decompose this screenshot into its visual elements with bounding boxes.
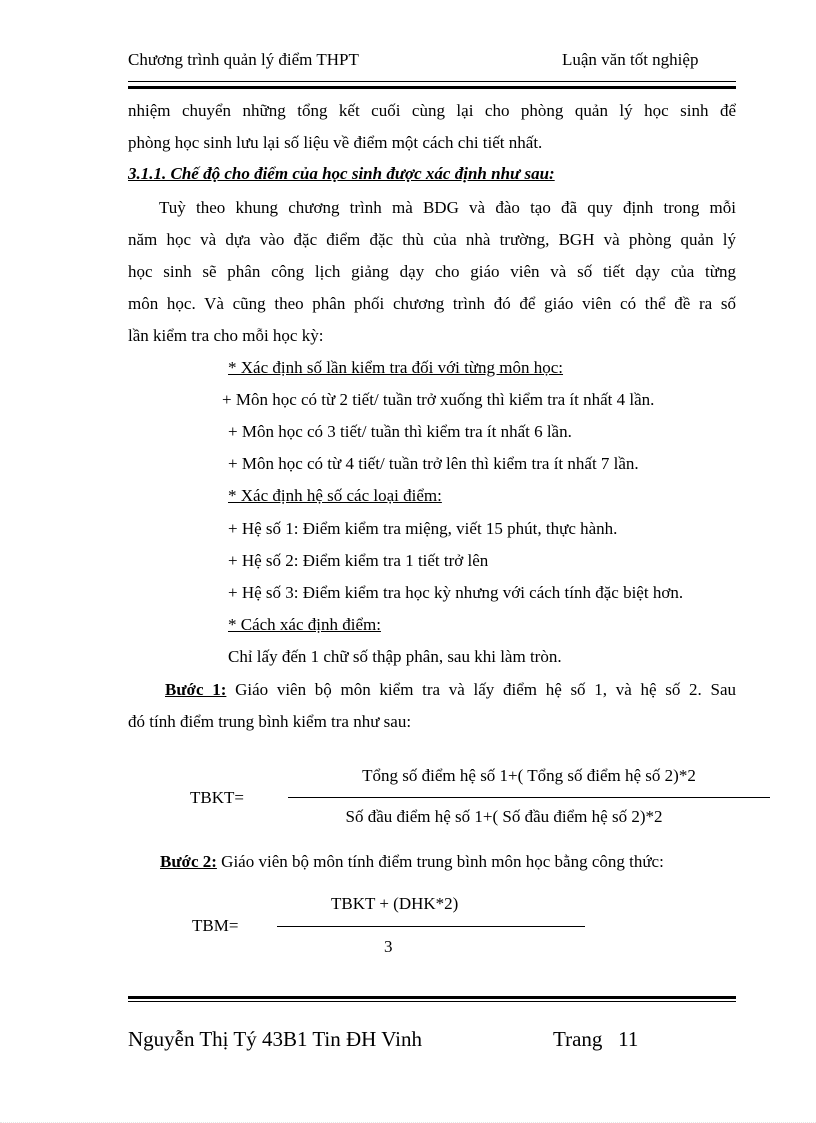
para1-line-4: môn học. Và cũng theo phân phối chương trình đó để giáo viên có thể đề ra số — [128, 294, 736, 313]
step1-line — [165, 674, 736, 706]
formula1-denominator: Số đầu điểm hệ số 1+( Số đầu điểm hệ số 2)*2 — [345, 807, 663, 826]
test-rule-2: + Môn học có 3 tiết/ tuần thì kiểm tra ít nhất 6 lần. — [228, 422, 572, 441]
step1-label: Bước 1: — [165, 680, 227, 699]
formula2-fraction-bar — [277, 926, 585, 927]
step2-text: Giáo viên bộ môn tính điểm trung bình môn học bằng công thức: — [216, 852, 664, 871]
step1-continuation: đó tính điểm trung bình kiểm tra như sau: — [128, 712, 412, 731]
header-rule-thick — [128, 86, 736, 89]
body-line-2: phòng học sinh lưu lại số liệu về điểm một cách chi tiết nhất. — [128, 133, 543, 152]
formula1-label: TBKT= — [190, 788, 244, 807]
step2-label: Bước 2: — [160, 852, 217, 871]
formula2-label: TBM= — [192, 916, 239, 935]
formula1-numerator: Tổng số điểm hệ số 1+( Tổng số điểm hệ số 2)*2 — [362, 766, 696, 785]
method-text: Chỉ lấy đến 1 chữ số thập phân, sau khi làm tròn. — [228, 647, 562, 666]
header-title-left: Chương trình quản lý điểm THPT — [128, 50, 359, 69]
para1-line-5: lần kiểm tra cho mỗi học kỳ: — [128, 326, 324, 345]
para1-line-3: học sinh sẽ phân công lịch giảng dạy cho giáo viên và số tiết dạy của từng — [128, 262, 736, 281]
step2-line — [160, 846, 664, 878]
step1-text: Giáo viên bộ môn kiểm tra và lấy điểm hệ số 1, và hệ số 2. Sau — [226, 680, 736, 699]
para1-line-1: Tuỳ theo khung chương trình mà BDG và đào tạo đã quy định trong mỗi — [159, 198, 736, 217]
footer-rule-thick — [128, 996, 736, 999]
formula2-numerator: TBKT + (DHK*2) — [331, 894, 459, 913]
footer-author: Nguyễn Thị Tý 43B1 Tin ĐH Vinh — [128, 1027, 422, 1051]
section-heading: 3.1.1. Chế độ cho điểm của học sinh được xác định như sau: — [128, 164, 555, 183]
footer-rule-thin — [128, 1001, 736, 1002]
coef-rule-3: + Hệ số 3: Điểm kiểm tra học kỳ nhưng với cách tính đặc biệt hơn. — [228, 583, 684, 602]
footer-page-label: Trang — [553, 1027, 603, 1051]
body-line-1: nhiệm chuyển những tổng kết cuối cùng lại cho phòng quản lý học sinh để — [128, 101, 736, 120]
subheading-tests: * Xác định số lần kiểm tra đối với từng môn học: — [228, 358, 564, 377]
footer-page — [553, 1027, 638, 1052]
footer-page-number: 11 — [618, 1027, 639, 1051]
coef-rule-2: + Hệ số 2: Điểm kiểm tra 1 tiết trở lên — [228, 551, 489, 570]
subheading-method: * Cách xác định điểm: — [228, 615, 381, 634]
coef-rule-1: + Hệ số 1: Điểm kiểm tra miệng, viết 15 phút, thực hành. — [228, 519, 618, 538]
test-rule-3: + Môn học có từ 4 tiết/ tuần trở lên thì kiểm tra ít nhất 7 lần. — [228, 454, 639, 473]
test-rule-1: + Môn học có từ 2 tiết/ tuần trở xuống thì kiểm tra ít nhất 4 lần. — [222, 390, 655, 409]
header-title-right: Luận văn tốt nghiệp — [562, 50, 699, 69]
para1-line-2: năm học và dựa vào đặc điểm đặc thù của nhà trường, BGH và phòng quản lý — [128, 230, 736, 249]
formula1-fraction-bar — [288, 797, 770, 798]
subheading-coefficients: * Xác định hệ số các loại điểm: — [228, 486, 442, 505]
header-rule-thin — [128, 81, 736, 82]
formula2-denominator: 3 — [384, 937, 393, 956]
